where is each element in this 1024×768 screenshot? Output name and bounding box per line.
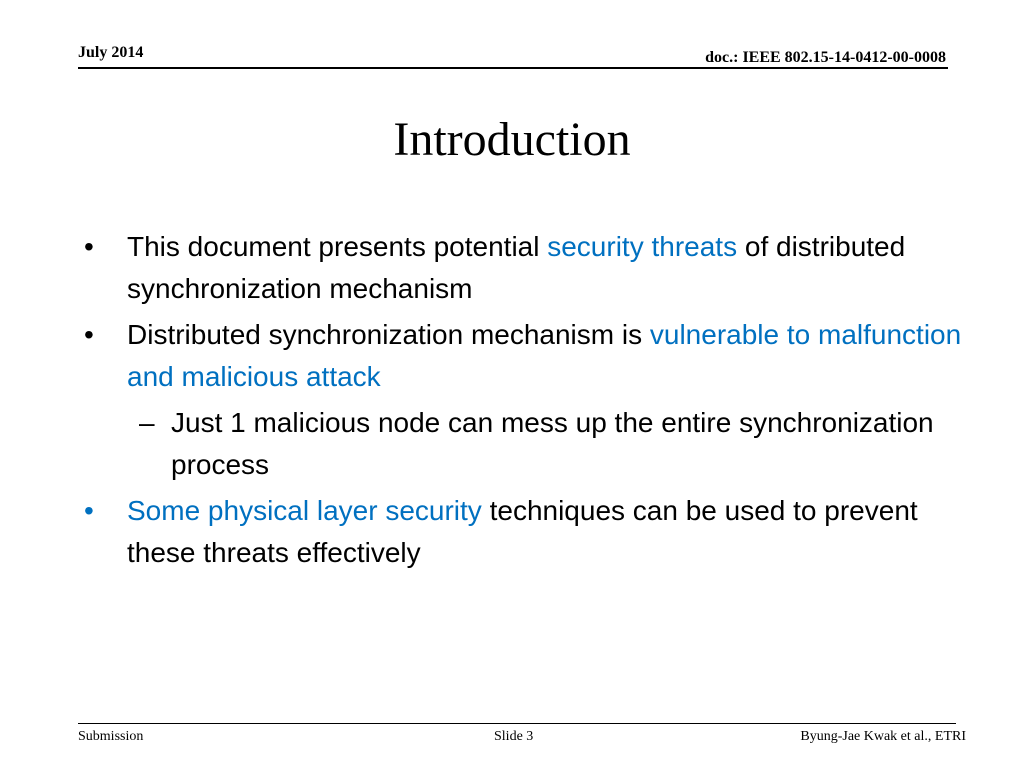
bullet-marker: • — [84, 231, 94, 262]
bullet-item-3 — [84, 490, 964, 574]
bullet-highlight: security threats — [547, 231, 738, 262]
slide-title: Introduction — [393, 113, 631, 166]
bullet-text: Distributed synchronization mechanism is — [127, 319, 650, 350]
header-date: July 2014 — [78, 44, 144, 61]
footer-slide-number: Slide 3 — [494, 729, 534, 744]
bullet-item-1 — [84, 226, 964, 310]
footer-authors: Byung-Jae Kwak et al., ETRI — [800, 729, 966, 744]
bullet-highlight: Some physical layer security — [127, 495, 482, 526]
header-divider — [78, 67, 948, 69]
sub-bullet-item-1 — [84, 402, 964, 486]
bullet-text: of distributed synchronization mechanism — [127, 231, 906, 304]
bullet-item-2 — [84, 314, 964, 398]
bullet-marker: • — [84, 495, 94, 526]
sub-bullet-marker: – — [139, 407, 155, 438]
bullet-text: techniques can be used to prevent these threats effectively — [127, 495, 918, 568]
header-doc-id: doc.: IEEE 802.15-14-0412-00-0008 — [705, 49, 946, 66]
sub-bullet-text: Just 1 malicious node can mess up the entire synchronization process — [171, 407, 934, 480]
slide-body — [84, 226, 964, 578]
bullet-marker: • — [84, 319, 94, 350]
footer-divider — [78, 723, 956, 724]
bullet-text: This document presents potential — [127, 231, 548, 262]
footer-submission: Submission — [78, 729, 144, 744]
bullet-highlight: vulnerable to malfunction and malicious attack — [127, 319, 962, 392]
